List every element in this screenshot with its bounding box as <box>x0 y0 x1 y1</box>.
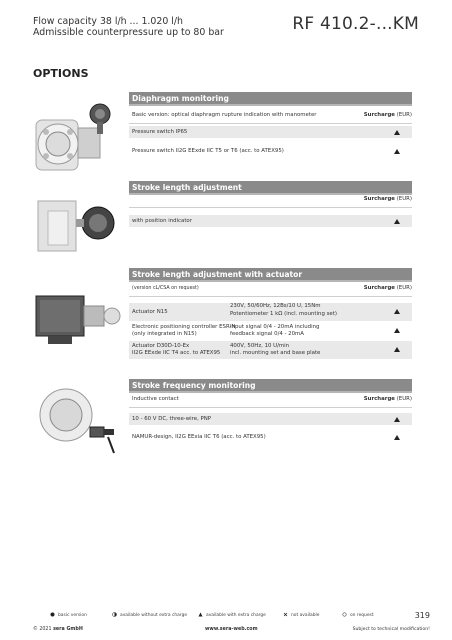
section-title: Stroke frequency monitoring <box>129 379 412 393</box>
extra-charge-triangle-icon <box>394 417 400 422</box>
actuator-photo <box>28 276 128 356</box>
section-title: Diaphragm monitoring <box>129 92 412 106</box>
section-actuator <box>28 268 418 368</box>
options-heading: OPTIONS <box>33 67 89 80</box>
extra-charge-triangle-icon <box>394 435 400 440</box>
legend-item-on-request <box>342 612 374 618</box>
table-row-label: with position indicator <box>132 218 192 224</box>
table-row-sublabel: II2G EExde IIC T4 acc. to ATEX95 <box>132 350 221 356</box>
divider <box>129 123 412 124</box>
website-link[interactable]: www.sera-web.com <box>205 627 258 632</box>
surcharge-label: Surcharge <box>363 396 395 402</box>
table-row-label: Actuator D30D-10-Ex <box>132 343 190 349</box>
section-subtitle: (version cL/CSA on request) <box>132 286 199 291</box>
header-subtitle <box>33 16 224 38</box>
table-row-spec: incl. mounting set and base plate <box>230 350 321 356</box>
surcharge-label: Surcharge <box>363 285 395 291</box>
surcharge-header <box>364 196 412 202</box>
flow-capacity-text: Flow capacity 38 l/h ... 1.020 l/h <box>33 16 183 27</box>
surcharge-header <box>364 396 412 402</box>
extra-charge-triangle-icon <box>394 347 400 352</box>
filled-circle-icon <box>50 612 55 617</box>
surcharge-header <box>364 112 412 118</box>
currency-label: (EUR) <box>396 396 412 402</box>
legend-item-basic <box>50 612 87 618</box>
copyright <box>33 627 83 632</box>
table-row-spec: feedback signal 0/4 - 20mA <box>230 331 304 337</box>
divider <box>129 407 412 408</box>
divider <box>129 296 412 297</box>
surcharge-header <box>364 285 412 291</box>
model-title: RF 410.2-...KM <box>292 14 419 34</box>
legend-label: on request <box>350 613 374 618</box>
table-row-spec: Potentiometer 1 kΩ (incl. mounting set) <box>230 311 337 317</box>
table-row-label: Electronic positioning controller ESR-N <box>132 324 236 330</box>
table-row-spec: 400V, 50Hz, 10 U/min <box>230 343 290 349</box>
section-stroke-length-adjustment <box>28 181 418 261</box>
section-subtitle: Basic version: optical diaphragm rupture indication with manometer <box>132 112 317 118</box>
section-subtitle: Inductive contact <box>132 396 179 402</box>
diaphragm-pump-photo <box>28 100 128 180</box>
table-row-label: NAMUR-design, II2G EExia IIC T6 (acc. to ATEX95) <box>132 434 266 440</box>
section-title: Stroke length adjustment with actuator <box>129 268 412 282</box>
section-stroke-frequency-monitoring <box>28 379 418 459</box>
extra-charge-triangle-icon <box>394 328 400 333</box>
table-row-label: Actuator N15 <box>132 309 168 315</box>
section-title: Stroke length adjustment <box>129 181 412 195</box>
counterpressure-text: Admissible counterpressure up to 80 bar <box>33 27 224 38</box>
company-name: sera GmbH <box>53 627 83 632</box>
frequency-monitor-photo <box>28 381 128 461</box>
hollow-circle-icon <box>342 612 347 617</box>
legend-item-extra-charge <box>198 612 266 618</box>
filled-triangle-icon <box>198 612 203 617</box>
table-row-label: Pressure switch IP65 <box>132 129 188 135</box>
divider <box>129 207 412 208</box>
legend <box>50 612 380 620</box>
legend-item-without-charge <box>112 612 187 618</box>
cross-icon <box>283 612 288 617</box>
currency-label: (EUR) <box>396 112 412 118</box>
currency-label: (EUR) <box>396 285 412 291</box>
table-row-sublabel: (only integrated in N15) <box>132 331 197 337</box>
page-number: 319 <box>414 611 430 620</box>
copyright-year: © 2021 <box>33 627 52 632</box>
legend-item-not-available <box>283 612 319 618</box>
half-circle-icon <box>112 612 117 617</box>
table-row-spec: Input signal 0/4 - 20mA including <box>230 324 320 330</box>
extra-charge-triangle-icon <box>394 309 400 314</box>
legend-label: available with extra charge <box>206 613 266 618</box>
extra-charge-triangle-icon <box>394 219 400 224</box>
legend-label: available without extra charge <box>120 613 188 618</box>
extra-charge-triangle-icon <box>394 130 400 135</box>
currency-label: (EUR) <box>396 196 412 202</box>
disclaimer: Subject to technical modification! <box>352 627 430 632</box>
stroke-adjustment-photo <box>28 183 128 263</box>
table-row-spec: 230V, 50/60Hz, 12Bs/10 U, 15Nm <box>230 303 321 309</box>
legend-label: not available <box>291 613 320 618</box>
table-row-label: 10 - 60 V DC, three-wire, PNP <box>132 416 212 422</box>
surcharge-label: Surcharge <box>363 196 395 202</box>
section-diaphragm-monitoring <box>28 92 418 177</box>
extra-charge-triangle-icon <box>394 149 400 154</box>
legend-label: basic version <box>58 613 87 618</box>
table-row-label: Pressure switch II2G EExde IIC T5 or T6 (acc. to ATEX95) <box>132 148 284 154</box>
surcharge-label: Surcharge <box>363 112 395 118</box>
